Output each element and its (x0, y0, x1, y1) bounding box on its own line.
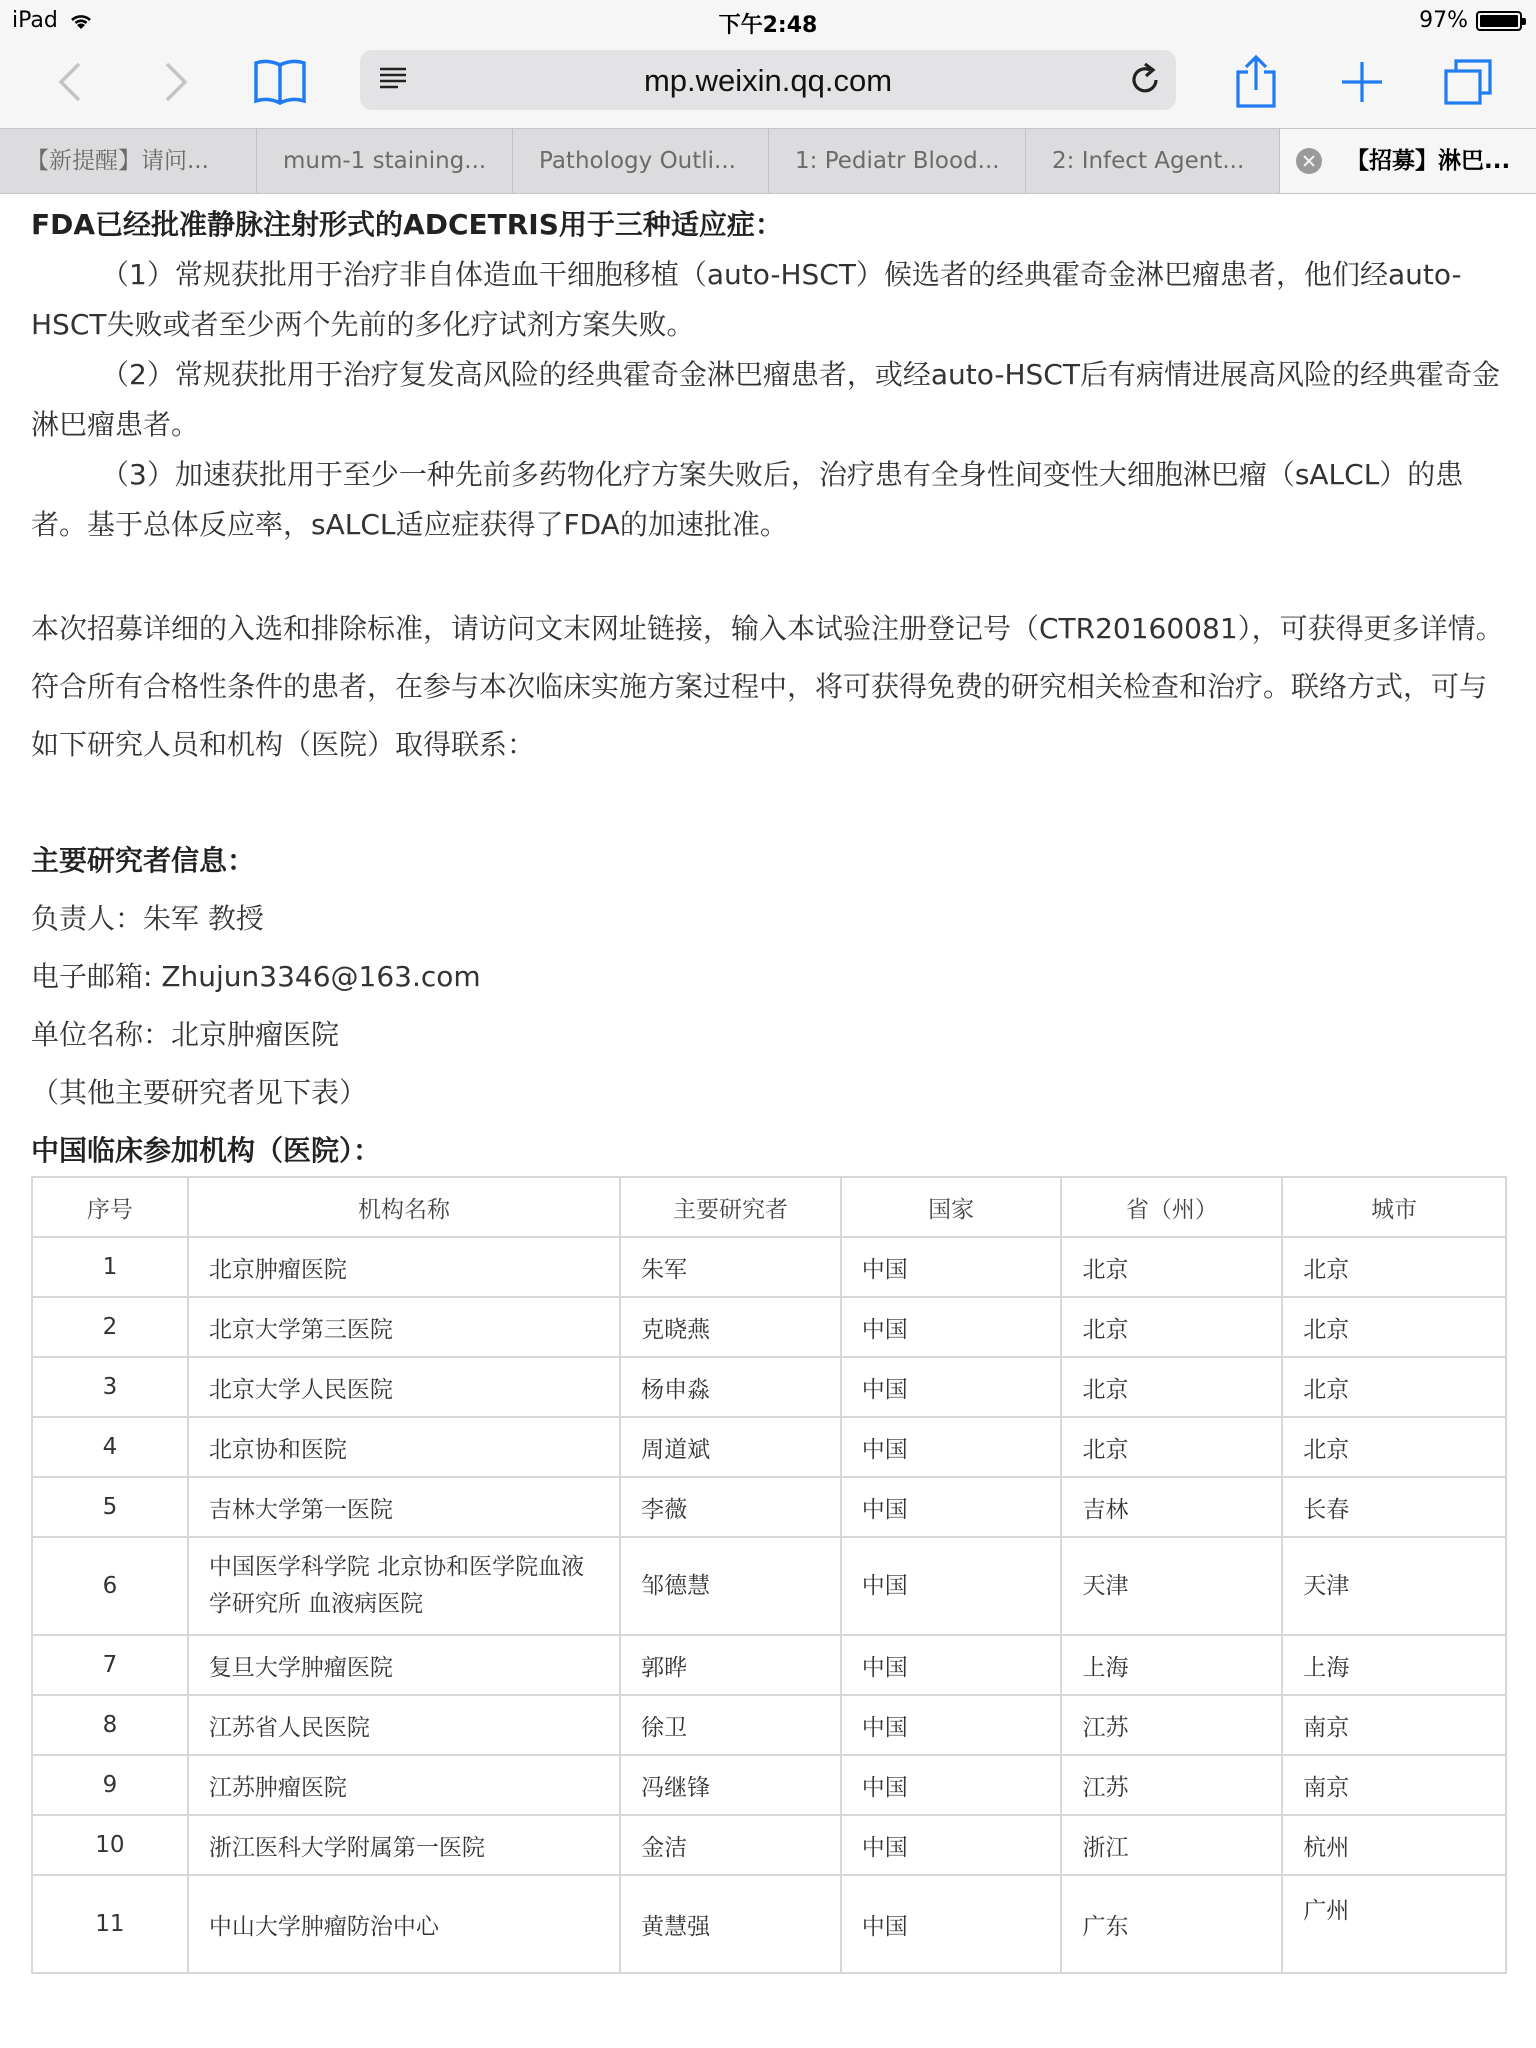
spacer (31, 774, 1506, 832)
fda-heading: FDA已经批准静脉注射形式的ADCETRIS用于三种适应症： (31, 208, 783, 241)
tab-label: mum-1 staining... (283, 148, 487, 174)
recruitment-paragraph: 本次招募详细的入选和排除标准，请访问文末网址链接，输入本试验注册登记号（CTR20160081），可获得更多详情。符合所有合格性条件的患者，在参与本次临床实施方案过程中，将可获得免费的研究相关检查和治疗。联络方式，可与如下研究人员和机构（医院）取得联系： (31, 612, 1504, 761)
battery-icon (1476, 11, 1522, 31)
table-cell: 长春 (1282, 1477, 1506, 1537)
table-cell: 北京 (1061, 1417, 1282, 1477)
table-cell: 冯继锋 (620, 1755, 841, 1815)
bookmarks-button[interactable] (248, 50, 312, 114)
table-row (32, 1755, 1506, 1815)
table-cell: 北京 (1061, 1297, 1282, 1357)
table-cell: 上海 (1282, 1635, 1506, 1695)
share-icon (1234, 54, 1278, 110)
col-header: 主要研究者 (620, 1177, 841, 1237)
table-cell: 2 (32, 1297, 188, 1357)
table-cell: 8 (32, 1695, 188, 1755)
table-cell: 吉林大学第一医院 (188, 1477, 620, 1537)
chevron-left-icon (55, 60, 85, 104)
table-cell: 吉林 (1061, 1477, 1282, 1537)
book-icon (252, 57, 308, 107)
table-cell: 邹德慧 (620, 1537, 841, 1635)
table-cell: 中国医学科学院 北京协和医学院血液学研究所 血液病医院 (188, 1537, 620, 1635)
tab-label: Pathology Outli... (539, 148, 736, 174)
table-cell: 北京大学第三医院 (188, 1297, 620, 1357)
table-cell: 克晓燕 (620, 1297, 841, 1357)
table-row (32, 1477, 1506, 1537)
tab-label: 1: Pediatr Blood... (795, 148, 1000, 174)
spacer (31, 550, 1506, 600)
table-row (32, 1815, 1506, 1875)
table-cell: 复旦大学肿瘤医院 (188, 1635, 620, 1695)
table-cell: 中山大学肿瘤防治中心 (188, 1875, 620, 1973)
tab-active[interactable] (1280, 129, 1536, 193)
table-cell: 中国 (841, 1537, 1062, 1635)
table-cell: 5 (32, 1477, 188, 1537)
table-cell: 杭州 (1282, 1815, 1506, 1875)
tabs-overview-button[interactable] (1436, 50, 1500, 114)
table-cell: 广东 (1061, 1875, 1282, 1973)
table-cell: 南京 (1282, 1695, 1506, 1755)
table-cell: 7 (32, 1635, 188, 1695)
table-cell: 中国 (841, 1297, 1062, 1357)
table-cell: 黄慧强 (620, 1875, 841, 1973)
table-cell: 中国 (841, 1237, 1062, 1297)
pi-person: 负责人：朱军 教授 (31, 902, 264, 935)
table-cell: 北京 (1282, 1237, 1506, 1297)
table-cell: 中国 (841, 1875, 1062, 1973)
table-cell: 上海 (1061, 1635, 1282, 1695)
table-row (32, 1695, 1506, 1755)
table-cell: 江苏省人民医院 (188, 1695, 620, 1755)
chevron-right-icon (161, 60, 191, 104)
table-cell: 北京 (1282, 1417, 1506, 1477)
article-content (31, 200, 1506, 1180)
device-name: iPad (12, 8, 58, 33)
table-cell: 广州 (1282, 1875, 1506, 1973)
table-cell: 浙江医科大学附属第一医院 (188, 1815, 620, 1875)
table-cell: 南京 (1282, 1755, 1506, 1815)
table-cell: 北京协和医院 (188, 1417, 620, 1477)
table-cell: 江苏肿瘤医院 (188, 1755, 620, 1815)
share-button[interactable] (1224, 50, 1288, 114)
col-header: 省（州） (1061, 1177, 1282, 1237)
table-row (32, 1237, 1506, 1297)
table-cell: 浙江 (1061, 1815, 1282, 1875)
table-cell: 金洁 (620, 1815, 841, 1875)
tabs-icon (1442, 57, 1494, 107)
table-cell: 中国 (841, 1815, 1062, 1875)
table-cell: 北京大学人民医院 (188, 1357, 620, 1417)
tab-label: 【新提醒】请问... (26, 148, 209, 174)
table-row (32, 1635, 1506, 1695)
col-header: 序号 (32, 1177, 188, 1237)
url-text: mp.weixin.qq.com (643, 63, 893, 98)
tab-2[interactable] (257, 129, 513, 193)
table-cell: 10 (32, 1815, 188, 1875)
tab-3[interactable] (513, 129, 769, 193)
table-cell: 中国 (841, 1695, 1062, 1755)
indication-1: （1）常规获批用于治疗非自体造血干细胞移植（auto-HSCT）候选者的经典霍奇金淋巴瘤患者，他们经auto-HSCT失败或者至少两个先前的多化疗试剂方案失败。 (31, 258, 1462, 341)
table-row (32, 1537, 1506, 1635)
tab-bar (0, 128, 1536, 194)
institutions-table (31, 1176, 1507, 1974)
address-bar[interactable] (360, 50, 1176, 110)
indication-3: （3）加速获批用于至少一种先前多药物化疗方案失败后，治疗患有全身性间变性大细胞淋巴瘤（sALCL）的患者。基于总体反应率，sALCL适应症获得了FDA的加速批准。 (31, 458, 1464, 541)
status-right (1419, 8, 1522, 33)
table-row (32, 1875, 1506, 1973)
table-cell: 9 (32, 1755, 188, 1815)
table-cell: 天津 (1282, 1537, 1506, 1635)
table-row (32, 1297, 1506, 1357)
table-cell: 4 (32, 1417, 188, 1477)
table-row (32, 1417, 1506, 1477)
table-cell: 周道斌 (620, 1417, 841, 1477)
table-cell: 1 (32, 1237, 188, 1297)
reload-icon[interactable] (1128, 62, 1162, 98)
col-header: 机构名称 (188, 1177, 620, 1237)
table-cell: 北京 (1282, 1357, 1506, 1417)
status-bar (0, 0, 1536, 42)
table-header-row (32, 1177, 1506, 1237)
plus-icon (1338, 58, 1386, 106)
battery-percent: 97% (1419, 8, 1468, 33)
table-cell: 郭晔 (620, 1635, 841, 1695)
table-cell: 徐卫 (620, 1695, 841, 1755)
forward-button[interactable] (144, 50, 208, 114)
table-cell: 天津 (1061, 1537, 1282, 1635)
table-cell: 中国 (841, 1357, 1062, 1417)
table-cell: 中国 (841, 1477, 1062, 1537)
new-tab-button[interactable] (1330, 50, 1394, 114)
table-cell: 6 (32, 1537, 188, 1635)
close-tab-icon[interactable] (1296, 148, 1322, 174)
pi-email: 电子邮箱: Zhujun3346@163.com (31, 960, 481, 993)
table-cell: 北京 (1282, 1297, 1506, 1357)
table-cell: 11 (32, 1875, 188, 1973)
tab-label: 【招募】淋巴... (1346, 148, 1511, 174)
tab-4[interactable] (769, 129, 1026, 193)
table-cell: 北京肿瘤医院 (188, 1237, 620, 1297)
table-cell: 杨申淼 (620, 1357, 841, 1417)
browser-toolbar (0, 42, 1536, 128)
pi-heading: 主要研究者信息： (31, 844, 256, 877)
table-cell: 中国 (841, 1635, 1062, 1695)
table-cell: 3 (32, 1357, 188, 1417)
table-cell: 北京 (1061, 1357, 1282, 1417)
pi-unit: 单位名称：北京肿瘤医院 (31, 1018, 340, 1051)
table-cell: 中国 (841, 1417, 1062, 1477)
tab-5[interactable] (1026, 129, 1280, 193)
table-cell: 李薇 (620, 1477, 841, 1537)
institutions-heading: 中国临床参加机构（医院）： (31, 1134, 382, 1167)
table-row (32, 1357, 1506, 1417)
table-cell: 江苏 (1061, 1755, 1282, 1815)
pi-note: （其他主要研究者见下表） (31, 1076, 368, 1109)
tab-label: 2: Infect Agent... (1052, 148, 1245, 174)
indication-2: （2）常规获批用于治疗复发高风险的经典霍奇金淋巴瘤患者，或经auto-HSCT后有病情进展高风险的经典霍奇金淋巴瘤患者。 (31, 358, 1500, 441)
table-cell: 朱军 (620, 1237, 841, 1297)
table-cell: 中国 (841, 1755, 1062, 1815)
table-cell: 江苏 (1061, 1695, 1282, 1755)
col-header: 国家 (841, 1177, 1062, 1237)
tab-1[interactable] (0, 129, 257, 193)
clock: 下午2:48 (718, 13, 818, 38)
table-cell: 北京 (1061, 1237, 1282, 1297)
back-button[interactable] (38, 50, 102, 114)
col-header: 城市 (1282, 1177, 1506, 1237)
